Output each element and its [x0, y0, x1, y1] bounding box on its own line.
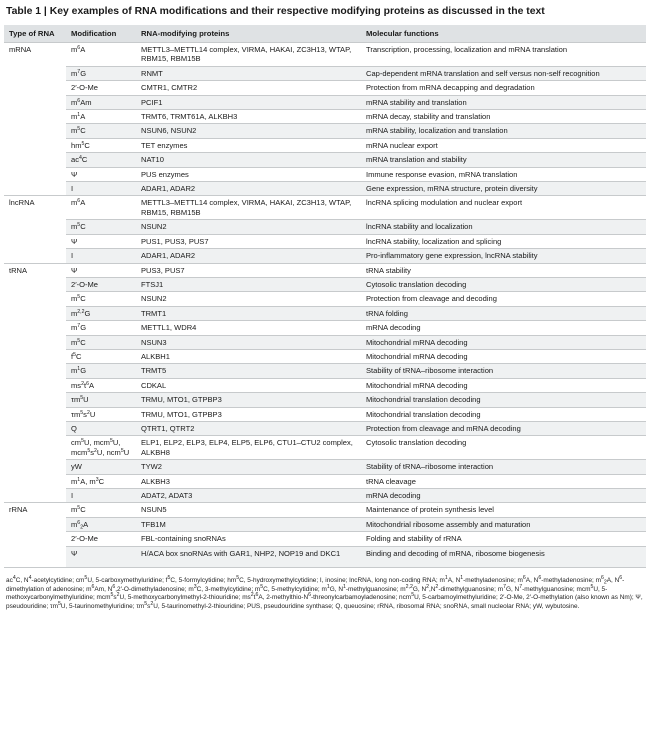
cell-rna-modifying-proteins: CMTR1, CMTR2 [136, 81, 361, 95]
cell-modification: I [66, 182, 136, 196]
table-row [4, 421, 646, 435]
cell-rna-modifying-proteins: NSUN6, NSUN2 [136, 124, 361, 138]
cell-molecular-function: Stability of tRNA–ribosome interaction [361, 364, 646, 378]
table-row [4, 249, 646, 263]
table-header [4, 25, 646, 43]
cell-rna-modifying-proteins: QTRT1, QTRT2 [136, 421, 361, 435]
cell-rna-modifying-proteins: NSUN5 [136, 503, 361, 517]
cell-modification: $m^7G$ [66, 66, 136, 80]
table-row [4, 95, 646, 109]
table-row [4, 220, 646, 234]
cell-molecular-function: mRNA translation and stability [361, 153, 646, 167]
cell-modification: $m^{2,2}G$ [66, 306, 136, 320]
cell-modification: $m^6_2A$ [66, 517, 136, 531]
cell-rna-modifying-proteins: CDKAL [136, 378, 361, 392]
cell-rna-modifying-proteins: H/ACA box snoRNAs with GAR1, NHP2, NOP19 and DKC1 [136, 546, 361, 568]
cell-modification: Q [66, 421, 136, 435]
table-row [4, 321, 646, 335]
cell-modification: Ψ [66, 234, 136, 248]
cell-molecular-function: tRNA cleavage [361, 474, 646, 488]
cell-modification: $m^1A$, $m^3C$ [66, 474, 136, 488]
cell-molecular-function: Cytosolic translation decoding [361, 277, 646, 291]
cell-rna-modifying-proteins: ALKBH3 [136, 474, 361, 488]
cell-rna-modifying-proteins: RNMT [136, 66, 361, 80]
header-molecular-functions: Molecular functions [361, 25, 646, 43]
cell-modification: $hm^5C$ [66, 138, 136, 152]
cell-modification: Ψ [66, 167, 136, 181]
cell-molecular-function: mRNA stability and translation [361, 95, 646, 109]
cell-modification: $m^6Am$ [66, 95, 136, 109]
table-row [4, 474, 646, 488]
table-row [4, 138, 646, 152]
cell-rna-modifying-proteins: PUS enzymes [136, 167, 361, 181]
cell-modification: Ψ [66, 263, 136, 277]
cell-molecular-function: Transcription, processing, localization and mRNA translation [361, 43, 646, 67]
cell-modification: $m^6A$ [66, 196, 136, 220]
cell-rna-modifying-proteins: FBL-containing snoRNAs [136, 532, 361, 546]
cell-rna-modifying-proteins: ADAR1, ADAR2 [136, 249, 361, 263]
cell-rna-modifying-proteins: TRMU, MTO1, GTPBP3 [136, 393, 361, 407]
table-row [4, 124, 646, 138]
cell-modification: $ms^2t^6A$ [66, 378, 136, 392]
cell-rna-modifying-proteins: TRMT5 [136, 364, 361, 378]
cell-rna-modifying-proteins: ADAR1, ADAR2 [136, 182, 361, 196]
table-row [4, 407, 646, 421]
cell-modification: $m^5C$ [66, 335, 136, 349]
cell-molecular-function: Mitochondrial mRNA decoding [361, 335, 646, 349]
cell-modification: $m^5C$ [66, 220, 136, 234]
cell-molecular-function: Maintenance of protein synthesis level [361, 503, 646, 517]
cell-modification: $m^1A$ [66, 110, 136, 124]
cell-rna-modifying-proteins: TRMT6, TRMT61A, ALKBH3 [136, 110, 361, 124]
header-row [4, 25, 646, 43]
cell-modification: $m^5C$ [66, 292, 136, 306]
cell-molecular-function: Pro-inflammatory gene expression, lncRNA stability [361, 249, 646, 263]
cell-molecular-function: mRNA decoding [361, 489, 646, 503]
table-row [4, 364, 646, 378]
cell-modification: $cm^5U$, mcm$^5$U, $mcm^5s^2U$, ncm$^5$U [66, 436, 136, 460]
table-row [4, 503, 646, 517]
cell-rna-modifying-proteins: TRMU, MTO1, GTPBP3 [136, 407, 361, 421]
cell-rna-modifying-proteins: TFB1M [136, 517, 361, 531]
cell-molecular-function: Mitochondrial mRNA decoding [361, 349, 646, 363]
cell-rna-modifying-proteins: NSUN3 [136, 335, 361, 349]
table-row [4, 234, 646, 248]
cell-rna-modifying-proteins: TET enzymes [136, 138, 361, 152]
cell-modification: $m^1G$ [66, 364, 136, 378]
cell-molecular-function: lncRNA splicing modulation and nuclear export [361, 196, 646, 220]
cell-molecular-function: Stability of tRNA–ribosome interaction [361, 460, 646, 474]
cell-molecular-function: Mitochondrial translation decoding [361, 407, 646, 421]
table-caption: Table 1 | Key examples of RNA modifications and their respective modifying proteins as discussed in the text [6, 6, 545, 17]
cell-molecular-function: Mitochondrial ribosome assembly and maturation [361, 517, 646, 531]
table-row [4, 349, 646, 363]
cell-molecular-function: Folding and stability of rRNA [361, 532, 646, 546]
cell-rna-modifying-proteins: METTL3–METTL14 complex, VIRMA, HAKAI, ZC3H13, WTAP, RBM15, RBM15B [136, 43, 361, 67]
cell-molecular-function: mRNA decoding [361, 321, 646, 335]
cell-modification: 2′-O-Me [66, 532, 136, 546]
cell-modification: $m^7G$ [66, 321, 136, 335]
table-row [4, 110, 646, 124]
cell-rna-modifying-proteins: ADAT2, ADAT3 [136, 489, 361, 503]
cell-modification: $m^6A$ [66, 43, 136, 67]
cell-rna-modifying-proteins: METTL3–METTL14 complex, VIRMA, HAKAI, ZC3H13, WTAP, RBM15, RBM15B [136, 196, 361, 220]
table-row [4, 66, 646, 80]
table-row [4, 378, 646, 392]
rna-modification-table [4, 25, 646, 568]
cell-molecular-function: Cytosolic translation decoding [361, 436, 646, 460]
cell-rna-modifying-proteins: ELP1, ELP2, ELP3, ELP4, ELP5, ELP6, CTU1–CTU2 complex, ALKBH8 [136, 436, 361, 460]
cell-rna-type: tRNA [4, 263, 66, 503]
cell-rna-type: rRNA [4, 503, 66, 568]
cell-modification: I [66, 489, 136, 503]
cell-rna-modifying-proteins: NAT10 [136, 153, 361, 167]
cell-molecular-function: Immune response evasion, mRNA translation [361, 167, 646, 181]
cell-molecular-function: mRNA nuclear export [361, 138, 646, 152]
cell-molecular-function: tRNA folding [361, 306, 646, 320]
table-row [4, 460, 646, 474]
table-row [4, 436, 646, 460]
cell-rna-modifying-proteins: METTL1, WDR4 [136, 321, 361, 335]
table-row [4, 182, 646, 196]
cell-molecular-function: Binding and decoding of mRNA, ribosome biogenesis [361, 546, 646, 568]
cell-modification: $m^5C$ [66, 503, 136, 517]
table-footnote: $ac^4C$, $N^4$-acetylcytidine; $cm^5U$, 5-carboxymethyluridine; $f^5C$, 5-formylcytidine; $hm^5C$, 5-hydroxymethylcytidine; I, inosine; lncRNA, long non-coding RNA; $m^1A$, $N^1$-methyladenosine; $m^6A$, $N^6$-methyladenosine; $m^6_2A$, $N^6$-dimethylation of adenosine; $m^6Am$, $N^6,2'-O$-dimethyladenosine; $m^3C$, 3-methylcytidine; $m^5C$, 5-methylcytidine; $m^1G$, $N^1$-methylguanosine; $m^{2,2}G$, $N^2,N^2$-dimethylguanosine; $m^7G$, $N^7$-methylguanosine; mcm$^5$U, 5-methoxycarbonylmethyluridine; $mcm^5s^2U$, 5-methoxycarbonylmethyl-2-thiouridine; $ms^2t^6A$, $2-methylthio-N^6$-threonylcarbamoyladenosine; ncm$^5$U, 5-carbamoylmethyluridine; 2′-O-Me, 2′-O-methylation (also known as Nm); Ψ, pseudouridine; $\tau m^5U$, 5-taurinomethyluridine; $\tau m^5s^2U$, 5-taurinomethyl-2-thiouridine; PUS, pseudouridine synthase; Q, queuosine; rRNA, ribosomal RNA; snoRNA, small nucleolar RNA; yW, wybutosine. [6, 575, 643, 610]
header-modification: Modification [66, 25, 136, 43]
table-row [4, 393, 646, 407]
table-row [4, 292, 646, 306]
cell-modification: 2′-O-Me [66, 81, 136, 95]
cell-molecular-function: Cap-dependent mRNA translation and self versus non-self recognition [361, 66, 646, 80]
cell-rna-type: mRNA [4, 43, 66, 196]
cell-molecular-function: Protection from mRNA decapping and degradation [361, 81, 646, 95]
table-row [4, 167, 646, 181]
cell-molecular-function: Mitochondrial translation decoding [361, 393, 646, 407]
table-row [4, 263, 646, 277]
cell-rna-modifying-proteins: PUS3, PUS7 [136, 263, 361, 277]
table-row [4, 196, 646, 220]
cell-modification: $m^5C$ [66, 124, 136, 138]
cell-rna-modifying-proteins: FTSJ1 [136, 277, 361, 291]
table-row [4, 489, 646, 503]
header-rna-modifying-proteins: RNA-modifying proteins [136, 25, 361, 43]
cell-modification: $\tau m^5s^2U$ [66, 407, 136, 421]
cell-molecular-function: mRNA decay, stability and translation [361, 110, 646, 124]
cell-modification: $ac^4C$ [66, 153, 136, 167]
header-type-of-rna: Type of RNA [4, 25, 66, 43]
cell-rna-modifying-proteins: PUS1, PUS3, PUS7 [136, 234, 361, 248]
cell-rna-modifying-proteins: TYW2 [136, 460, 361, 474]
cell-molecular-function: Gene expression, mRNA structure, protein diversity [361, 182, 646, 196]
table-row [4, 81, 646, 95]
cell-molecular-function: mRNA stability, localization and translation [361, 124, 646, 138]
cell-rna-modifying-proteins: ALKBH1 [136, 349, 361, 363]
table-row [4, 335, 646, 349]
cell-modification: 2′-O-Me [66, 277, 136, 291]
table-row [4, 43, 646, 67]
cell-molecular-function: Protection from cleavage and decoding [361, 292, 646, 306]
table-row [4, 532, 646, 546]
table-row [4, 306, 646, 320]
cell-rna-modifying-proteins: NSUN2 [136, 292, 361, 306]
cell-modification: yW [66, 460, 136, 474]
cell-molecular-function: Mitochondrial mRNA decoding [361, 378, 646, 392]
table-row [4, 153, 646, 167]
cell-modification: I [66, 249, 136, 263]
cell-modification: $\tau m^5U$ [66, 393, 136, 407]
table-body [4, 43, 646, 568]
table-row [4, 517, 646, 531]
cell-molecular-function: Protection from cleavage and mRNA decoding [361, 421, 646, 435]
cell-rna-modifying-proteins: PCIF1 [136, 95, 361, 109]
table-row [4, 546, 646, 568]
cell-modification: Ψ [66, 546, 136, 568]
cell-rna-type: lncRNA [4, 196, 66, 263]
cell-modification: $f^5C$ [66, 349, 136, 363]
table-row [4, 277, 646, 291]
cell-molecular-function: tRNA stability [361, 263, 646, 277]
cell-rna-modifying-proteins: NSUN2 [136, 220, 361, 234]
cell-molecular-function: lncRNA stability, localization and splicing [361, 234, 646, 248]
cell-rna-modifying-proteins: TRMT1 [136, 306, 361, 320]
cell-molecular-function: lncRNA stability and localization [361, 220, 646, 234]
